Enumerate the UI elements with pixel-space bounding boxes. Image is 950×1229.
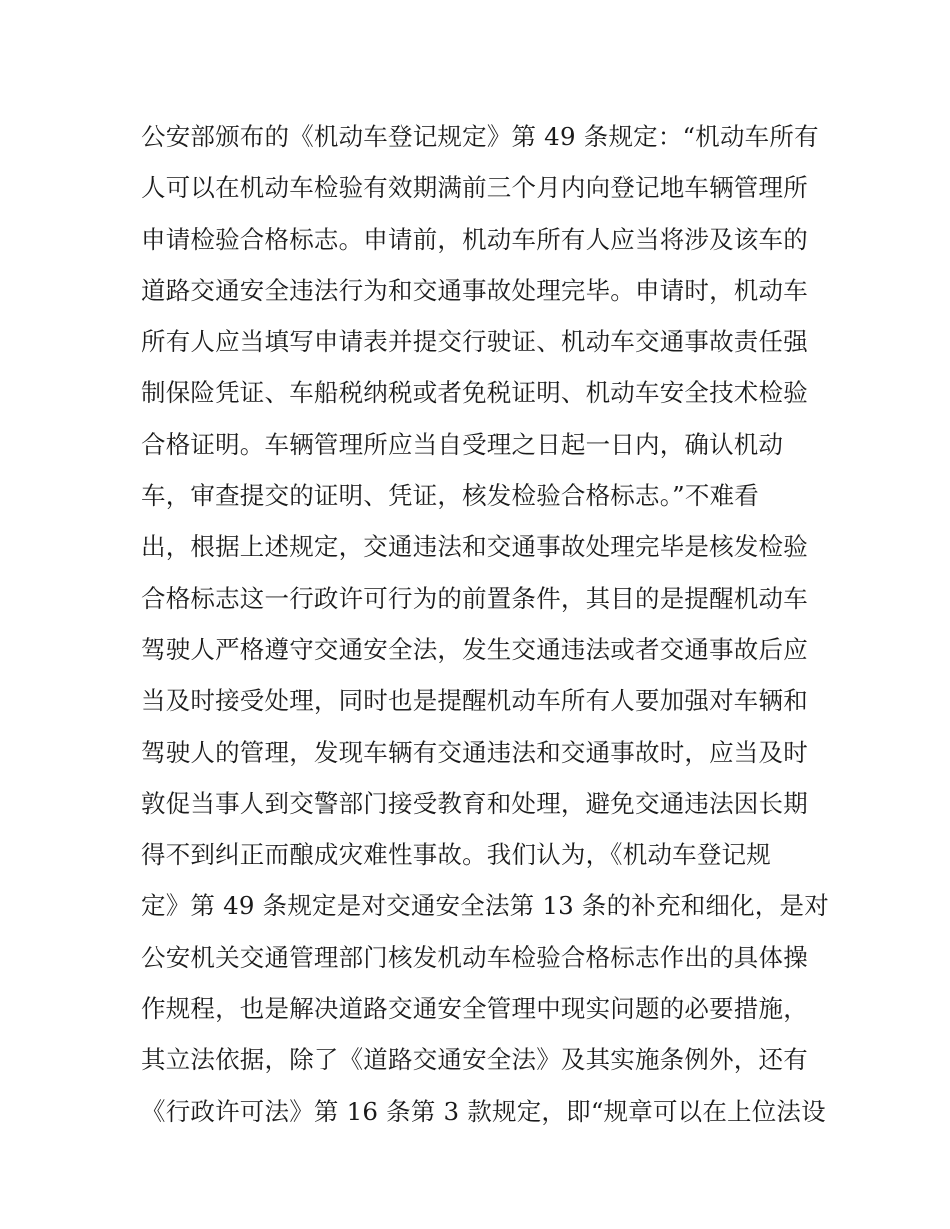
- text-line: 驾驶人的管理，发现车辆有交通违法和交通事故时，应当及时: [141, 737, 808, 767]
- text-line: 人可以在机动车检验有效期满前三个月内向登记地车辆管理所: [141, 173, 808, 203]
- text-line: 其立法依据，除了《道路交通安全法》及其实施条例外，还有: [141, 1045, 808, 1075]
- text-line: 作规程，也是解决道路交通安全管理中现实问题的必要措施，: [141, 994, 808, 1024]
- text-line: 车，审查提交的证明、凭证，核发检验合格标志。”不难看: [141, 481, 759, 511]
- text-line: 合格标志这一行政许可行为的前置条件，其目的是提醒机动车: [141, 583, 808, 613]
- body-paragraph: [141, 111, 829, 1137]
- text-line: 公安部颁布的《机动车登记规定》第 49 条规定：“机动车所有: [141, 122, 819, 151]
- text-line: 合格证明。车辆管理所应当自受理之日起一日内，确认机动: [141, 429, 784, 459]
- text-line: 制保险凭证、车船税纳税或者免税证明、机动车安全技术检验: [141, 378, 808, 408]
- text-line: 申请检验合格标志。申请前，机动车所有人应当将涉及该车的: [141, 224, 808, 254]
- text-line: 《行政许可法》第 16 条第 3 款规定，即“规章可以在上位法设: [141, 1096, 826, 1126]
- text-line: 当及时接受处理，同时也是提醒机动车所有人要加强对车辆和: [141, 686, 808, 716]
- text-line: 定》第 49 条规定是对交通安全法第 13 条的补充和细化，是对: [141, 891, 829, 921]
- text-line: 得不到纠正而酿成灾难性事故。我们认为，《机动车登记规: [141, 840, 771, 870]
- text-line: 所有人应当填写申请表并提交行驶证、机动车交通事故责任强: [141, 327, 808, 357]
- text-line: 公安机关交通管理部门核发机动车检验合格标志作出的具体操: [141, 942, 808, 972]
- text-line: 道路交通安全违法行为和交通事故处理完毕。申请时，机动车: [141, 275, 808, 305]
- text-line: 敦促当事人到交警部门接受教育和处理，避免交通违法因长期: [141, 788, 808, 818]
- text-line: 出，根据上述规定，交通违法和交通事故处理完毕是核发检验: [141, 532, 808, 562]
- text-line: 驾驶人严格遵守交通安全法，发生交通违法或者交通事故后应: [141, 634, 808, 664]
